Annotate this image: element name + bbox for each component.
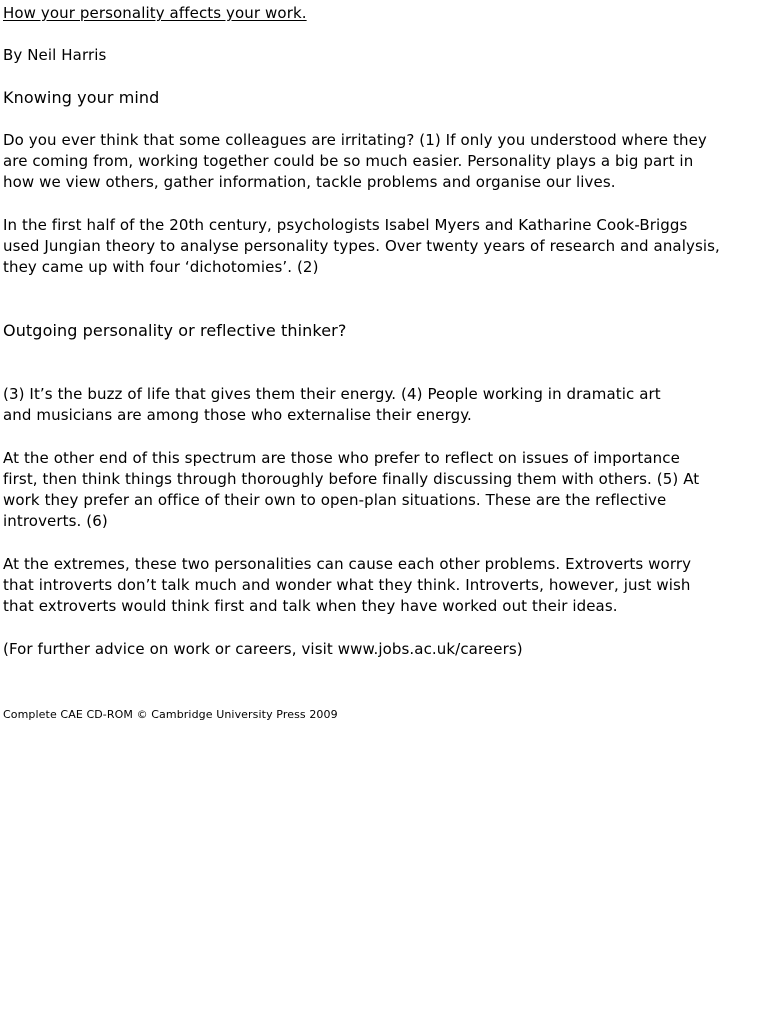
text-line: used Jungian theory to analyse personality types. Over twenty years of research and analysis, [3, 237, 720, 255]
text-line: that extroverts would think first and talk when they have worked out their ideas. [3, 597, 618, 615]
text-line: In the first half of the 20th century, psychologists Isabel Myers and Katharine Cook-Briggs [3, 216, 688, 234]
text-line: how we view others, gather information, tackle problems and organise our lives. [3, 173, 616, 191]
text-line: are coming from, working together could be so much easier. Personality plays a big part in [3, 152, 694, 170]
text-line: introverts. (6) [3, 512, 108, 530]
article-title: How your personality affects your work. [3, 4, 307, 22]
byline: By Neil Harris [3, 46, 107, 64]
text-line: first, then think things through thoroughly before finally discussing them with others. (5) At [3, 470, 700, 488]
advice-prefix: (For further advice on work or careers, visit [3, 640, 338, 658]
copyright-footer: Complete CAE CD-ROM © Cambridge University Press 2009 [3, 708, 338, 721]
text-line: that introverts don’t talk much and wonder what they think. Introverts, however, just wish [3, 576, 691, 594]
section-heading-outgoing-or-reflective: Outgoing personality or reflective thinker? [3, 321, 347, 340]
careers-link[interactable]: www.jobs.ac.uk/careers [337, 640, 517, 658]
text-line: Do you ever think that some colleagues are irritating? (1) If only you understood where they [3, 131, 707, 149]
text-line: At the extremes, these two personalities can cause each other problems. Extroverts worry [3, 555, 692, 573]
text-line: At the other end of this spectrum are those who prefer to reflect on issues of importance [3, 449, 680, 467]
text-line: work they prefer an office of their own to open-plan situations. These are the reflective [3, 491, 667, 509]
text-line: (3) It’s the buzz of life that gives them their energy. (4) People working in dramatic art [3, 385, 661, 403]
section-heading-knowing-your-mind: Knowing your mind [3, 88, 160, 107]
text-line: and musicians are among those who externalise their energy. [3, 406, 472, 424]
further-advice-line [3, 639, 523, 660]
text-line: they came up with four ‘dichotomies’. (2) [3, 258, 319, 276]
advice-suffix: ) [516, 640, 523, 658]
